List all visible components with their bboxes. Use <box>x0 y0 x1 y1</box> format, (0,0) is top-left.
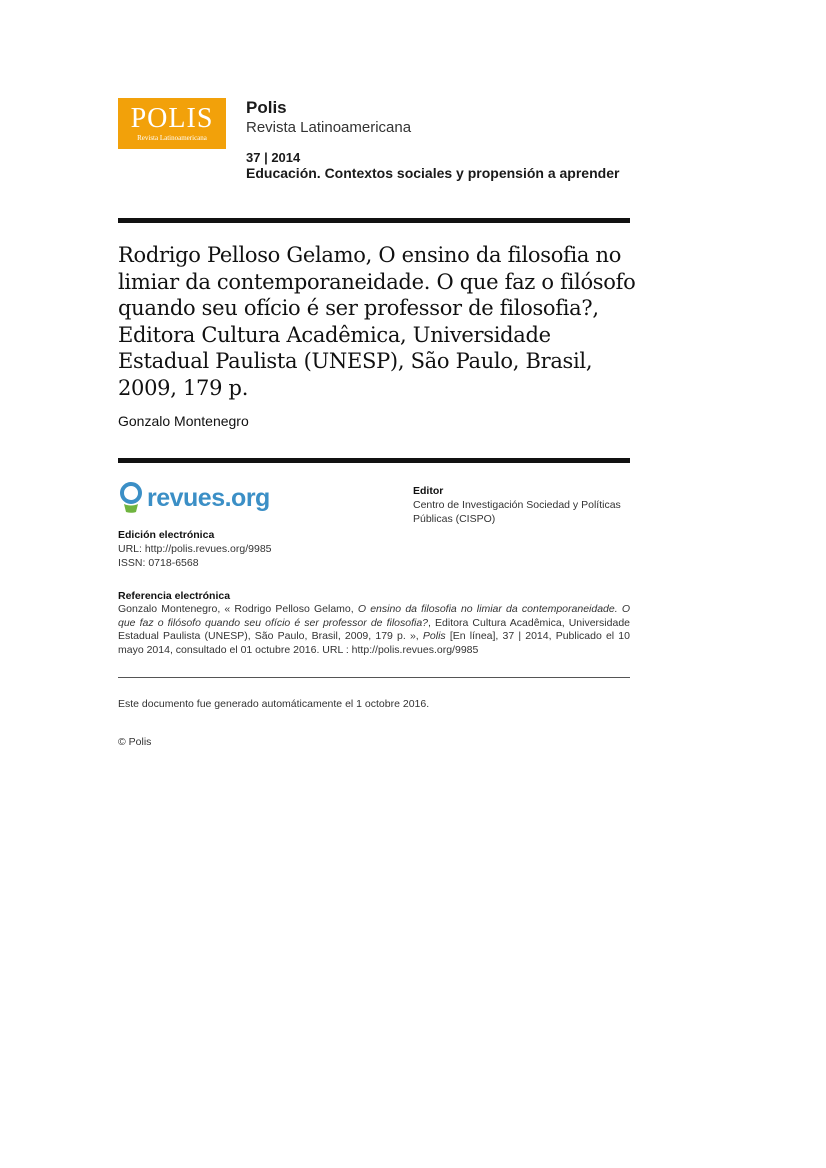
reference-italic-title: O ensino da filosofia no limiar da contemporaneidade. O que faz o filósofo quando seu ofício é ser professor de filosofia? <box>118 603 630 629</box>
reference-heading: Referencia electrónica <box>118 590 231 602</box>
copyright-note: © Polis <box>118 736 152 748</box>
article-title: Rodrigo Pelloso Gelamo, O ensino da filosofia no limiar da contemporaneidade. O que faz o filósofo quando seu ofício é ser professor de filosofia?, Editora Cultura Acadêmica, Universidade Estadual Paulista (UNESP), São Paulo, Brasil, 2009, 179 p. <box>118 243 636 400</box>
journal-subtitle: Revista Latinoamericana <box>246 119 412 136</box>
journal-name: Polis <box>246 98 287 117</box>
edition-url[interactable]: URL: http://polis.revues.org/9985 <box>118 543 272 555</box>
logo-word: POLIS <box>130 103 214 134</box>
reference-part2: , Editora Cultura Acadêmica, Universidade Estadual Paulista (UNESP), São Paulo, Brasil, 2009, 179 p. », <box>118 616 630 642</box>
edition-heading: Edición electrónica <box>118 529 215 541</box>
revues-leaf-icon <box>118 482 144 514</box>
middle-divider <box>118 458 630 463</box>
reference-block <box>118 589 630 657</box>
top-divider <box>118 218 630 223</box>
edition-issn: ISSN: 0718-6568 <box>118 557 199 569</box>
revues-wordmark: revues.org <box>147 483 270 512</box>
logo-subtitle: Revista Latinoamericana <box>137 134 207 142</box>
edition-block <box>118 528 630 570</box>
issue-number: 37 | 2014 <box>246 150 301 165</box>
journal-header <box>246 98 630 181</box>
editor-name: Centro de Investigación Sociedad y Políticas Públicas (CISPO) <box>413 499 621 525</box>
reference-text <box>118 603 630 657</box>
editor-heading: Editor <box>413 485 444 497</box>
issue-title: Educación. Contextos sociales y propensión a aprender <box>246 165 620 181</box>
reference-part1: Gonzalo Montenegro, « Rodrigo Pelloso Gelamo, <box>118 603 358 615</box>
bottom-divider <box>118 677 630 678</box>
polis-logo <box>118 98 226 149</box>
editor-block <box>413 484 633 526</box>
article-author: Gonzalo Montenegro <box>118 413 249 429</box>
reference-italic-journal: Polis <box>422 630 446 642</box>
generated-note: Este documento fue generado automáticamente el 1 octobre 2016. <box>118 698 430 710</box>
revues-logo[interactable] <box>118 482 270 514</box>
reference-part3: [En línea], 37 | 2014, Publicado el 10 mayo 2014, consultado el 01 octubre 2016. URL : http://polis.revues.org/9985 <box>118 630 630 656</box>
